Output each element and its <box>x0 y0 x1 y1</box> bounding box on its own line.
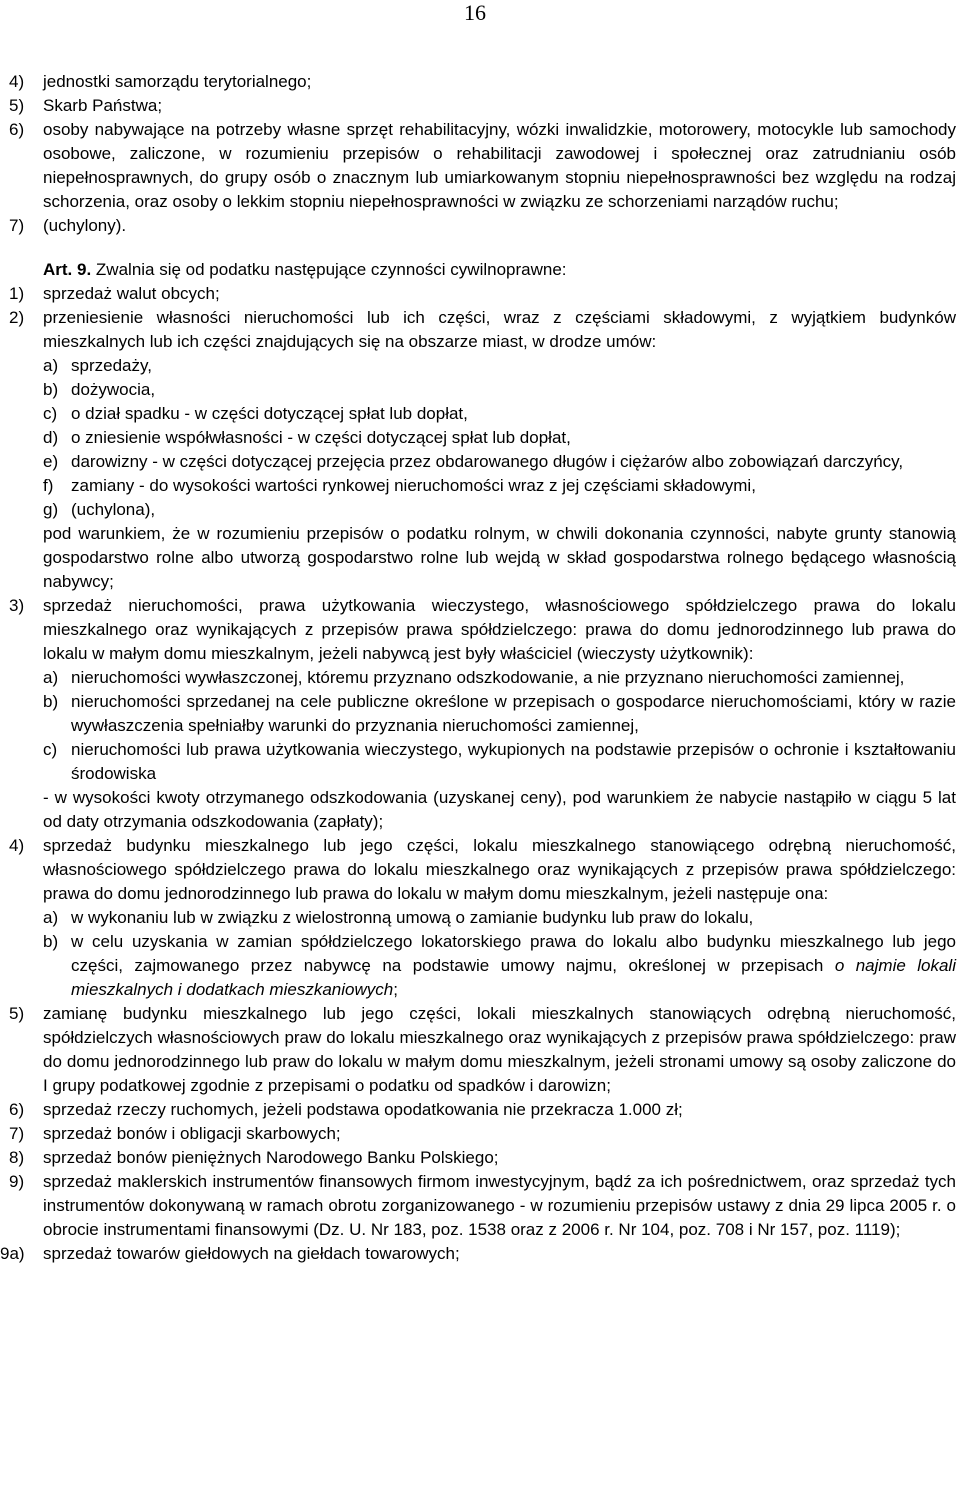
item-number: 4) <box>9 72 25 91</box>
item-number: 7) <box>9 1124 25 1143</box>
paragraph-6 <box>9 1098 956 1122</box>
sub-item-letter: b) <box>43 932 59 951</box>
sub-item <box>43 930 956 1002</box>
item-text: sprzedaż nieruchomości, prawa użytkowania wieczystego, własnościowego spółdzielczego prawa do lokalu mieszkalnego oraz wynikających z przepisów prawa spółdzielczego: prawa do domu jednorodzinnego lub prawa do lokalu w małym domu mieszkalnym, jeżeli nabywcą jest były właściciel (wieczysty użytkownik): <box>43 596 956 663</box>
sub-item-text: w wykonaniu lub w związku z wielostronną umową o zamianie budynku lub praw do lokalu, <box>71 908 754 927</box>
sub-item-letter: e) <box>43 452 59 471</box>
sub-item-letter: c) <box>43 740 58 759</box>
sub-item-text: nieruchomości sprzedanej na cele publiczne określone w przepisach o gospodarce nieruchomościami, który w razie wywłaszczenia spełniałby warunki do przyznania nieruchomości zamiennej, <box>71 692 956 735</box>
sub-item-text: nieruchomości wywłaszczonej, któremu przyznano odszkodowanie, a nie przyznano nieruchomości zamiennej, <box>71 668 905 687</box>
item-text: zamianę budynku mieszkalnego lub jego części, lokali mieszkalnych stanowiących odrębną nieruchomość, spółdzielczych własnościowych praw do lokalu mieszkalnego oraz wynikających z przepisów prawa spółdzielczego: praw do domu jednorodzinnego lub praw do lokalu w małym domu mieszkalnym, jeżeli stronami umowy są osoby zaliczone do I grupy podatkowej zgodnie z przepisami o podatku od spadków i darowizn; <box>43 1004 956 1095</box>
sub-item-text-italic: o najmie lokali mieszkalnych i dodatkach mieszkaniowych <box>71 956 956 999</box>
paragraph-9 <box>9 1170 956 1242</box>
sub-item-letter: g) <box>43 500 59 519</box>
sub-item-letter: b) <box>43 692 59 711</box>
item-text: sprzedaż towarów giełdowych na giełdach towarowych; <box>43 1244 460 1263</box>
sub-item-text-plain: w celu uzyskania w zamian spółdzielczego lokatorskiego prawa do lokalu albo budynku mieszkalnego lub jego części, zajmowanego przez nabywcę na podstawie umowy najmu, określonej w przepisach <box>71 932 956 975</box>
list-item <box>9 214 956 238</box>
item-text: przeniesienie własności nieruchomości lub ich części, wraz z częściami składowymi, z wyjątkiem budynków mieszkalnych lub ich części znajdujących się na obszarze miast, w drodze umów: <box>43 308 956 351</box>
item-text: osoby nabywające na potrzeby własne sprzęt rehabilitacyjny, wózki inwalidzkie, motorowery, motocykle lub samochody osobowe, zaliczone, w rozumieniu przepisów o rehabilitacji zawodowej i społecznej oraz zatrudnianiu osób niepełnosprawnych, do grupy osób o znacznym lub umiarkowanym stopniu niepełnosprawności bez względu na rodzaj schorzenia, oraz osoby o lekkim stopniu niepełnosprawności w związku ze schorzeniami narządów ruchu; <box>43 120 956 211</box>
sub-item-letter: b) <box>43 380 59 399</box>
item-number: 3) <box>9 596 25 615</box>
item-number: 7) <box>9 216 25 235</box>
item-number: 4) <box>9 836 25 855</box>
sub-item-letter: f) <box>43 476 54 495</box>
sub-item-text: o dział spadku - w części dotyczącej spłat lub dopłat, <box>71 404 468 423</box>
item-text: sprzedaż bonów i obligacji skarbowych; <box>43 1124 341 1143</box>
sub-item-text: o zniesienie współwłasności - w części dotyczącej spłat lub dopłat, <box>71 428 571 447</box>
article-intro: Zwalnia się od podatku następujące czynności cywilnoprawne: <box>95 260 567 279</box>
sub-item-letter: a) <box>43 668 59 687</box>
sub-item-text: (uchylona), <box>71 500 156 519</box>
paragraph-3-condition: - w wysokości kwoty otrzymanego odszkodowania (uzyskanej ceny), pod warunkiem że nabycie nastąpiło w ciągu 5 lat od daty otrzymania odszkodowania (zapłaty); <box>43 788 956 831</box>
paragraph-2 <box>9 306 956 354</box>
sub-item <box>43 450 956 474</box>
paragraph-2-subitems <box>9 354 956 522</box>
sub-item-letter: d) <box>43 428 59 447</box>
article-heading <box>9 258 956 282</box>
item-number: 5) <box>9 96 25 115</box>
sub-item-text <box>71 930 956 1002</box>
item-number: 1) <box>9 284 25 303</box>
list-item <box>9 94 956 118</box>
sub-item-text-end: ; <box>393 980 398 999</box>
sub-item-text: dożywocia, <box>71 380 156 399</box>
item-text: sprzedaż maklerskich instrumentów finansowych firmom inwestycyjnym, bądź za ich pośrednictwem, oraz sprzedaż tych instrumentów dokonywaną w ramach obrotu zorganizowanego - w rozumieniu przepisów ustawy z dnia 29 lipca 2005 r. o obrocie instrumentami finansowymi (Dz. U. Nr 183, poz. 1538 oraz z 2006 r. Nr 104, poz. 708 i Nr 157, poz. 1119); <box>43 1172 956 1239</box>
item-text: (uchylony). <box>43 216 127 235</box>
sub-item <box>43 906 956 930</box>
sub-item <box>43 666 956 690</box>
sub-item <box>43 378 956 402</box>
sub-item-text: sprzedaży, <box>71 356 152 375</box>
page-number: 16 <box>464 0 486 25</box>
sub-item-letter: a) <box>43 356 59 375</box>
item-text: jednostki samorządu terytorialnego; <box>43 72 312 91</box>
item-text: sprzedaż budynku mieszkalnego lub jego części, lokalu mieszkalnego stanowiącego odrębną nieruchomość, własnościowego spółdzielczego prawa do lokalu mieszkalnego oraz wynikających z przepisów prawa spółdzielczego: prawa do domu jednorodzinnego lub prawa do lokalu w małym domu mieszkalnym, jeżeli następuje ona: <box>43 836 956 903</box>
article-label: Art. 9. <box>43 260 92 279</box>
paragraph-7 <box>9 1122 956 1146</box>
item-number: 9a) <box>0 1244 25 1263</box>
item-text: sprzedaż walut obcych; <box>43 284 220 303</box>
paragraph-1 <box>9 282 956 306</box>
item-number: 8) <box>9 1148 25 1167</box>
item-number: 5) <box>9 1004 25 1023</box>
paragraph-5 <box>9 1002 956 1098</box>
paragraph-3 <box>9 594 956 666</box>
paragraph-2-condition: pod warunkiem, że w rozumieniu przepisów o podatku rolnym, w chwili dokonania czynności, nabyte grunty stanowią gospodarstwo rolne albo utworzą gospodarstwo rolne lub wejdą w skład gospodarstwa rolnego będącego własnością nabywcy; <box>43 524 956 591</box>
document-body <box>0 70 956 1266</box>
item-number: 9) <box>9 1172 25 1191</box>
sub-item <box>43 426 956 450</box>
sub-item <box>43 402 956 426</box>
paragraph-4 <box>9 834 956 906</box>
sub-item <box>43 498 956 522</box>
paragraph-4-subitems <box>9 906 956 1002</box>
sub-item-text: darowizny - w części dotyczącej przejęcia przez obdarowanego długów i ciężarów albo zobowiązań darczyńcy, <box>71 452 904 471</box>
item-text: sprzedaż rzeczy ruchomych, jeżeli podstawa opodatkowania nie przekracza 1.000 zł; <box>43 1100 683 1119</box>
list-item <box>9 70 956 94</box>
item-number: 6) <box>9 120 25 139</box>
sub-item <box>43 474 956 498</box>
paragraph-9a <box>0 1242 956 1266</box>
item-text: Skarb Państwa; <box>43 96 163 115</box>
sub-item-letter: a) <box>43 908 59 927</box>
sub-item-text: nieruchomości lub prawa użytkowania wieczystego, wykupionych na podstawie przepisów o ochronie i kształtowaniu środowiska <box>71 740 956 783</box>
item-text: sprzedaż bonów pieniężnych Narodowego Banku Polskiego; <box>43 1148 499 1167</box>
item-number: 2) <box>9 308 25 327</box>
item-number: 6) <box>9 1100 25 1119</box>
paragraph-8 <box>9 1146 956 1170</box>
sub-item-text: zamiany - do wysokości wartości rynkowej nieruchomości wraz z jej częściami składowymi, <box>71 476 756 495</box>
sub-item <box>43 690 956 738</box>
sub-item <box>43 738 956 786</box>
paragraph-3-subitems <box>9 666 956 786</box>
sub-item-letter: c) <box>43 404 58 423</box>
sub-item <box>43 354 956 378</box>
list-item <box>9 118 956 214</box>
